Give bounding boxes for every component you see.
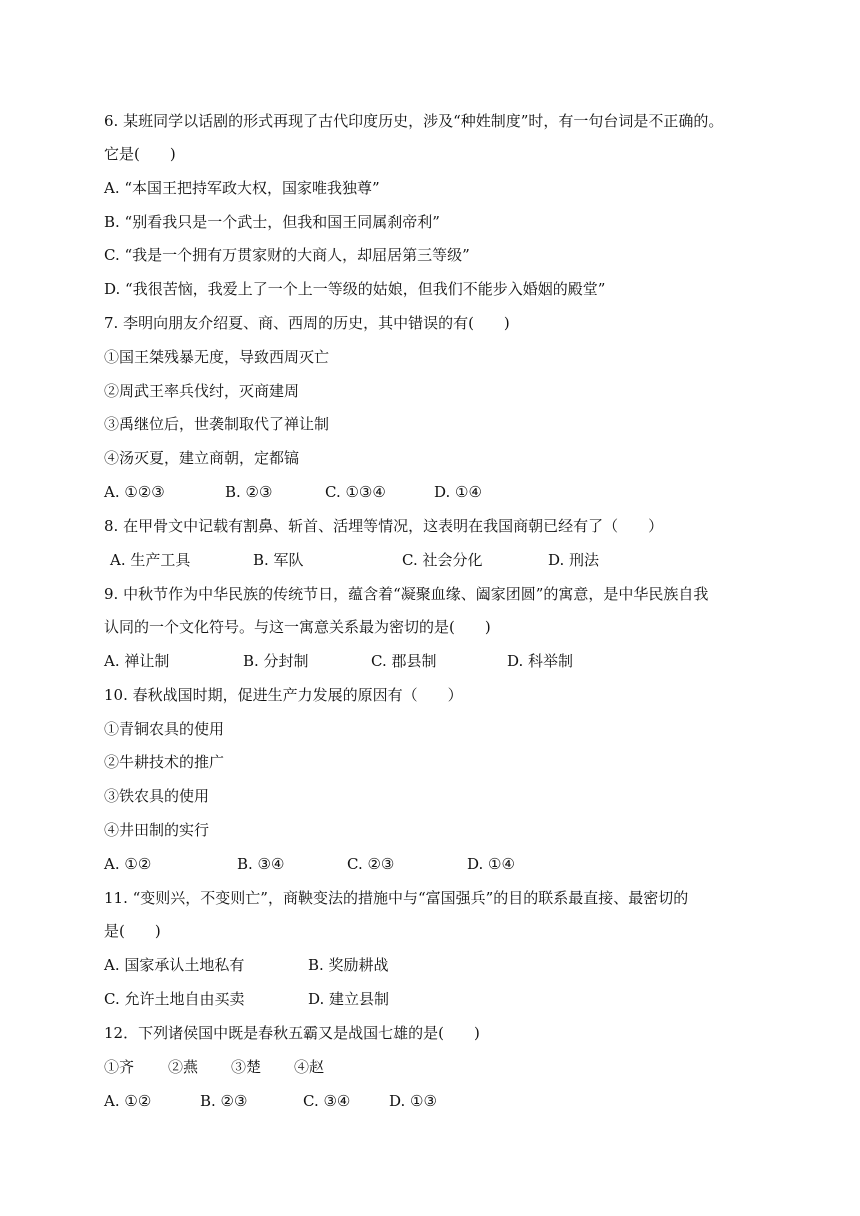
q6-option-d: D. “我很苦恼，我爱上了一个上一等级的姑娘，但我们不能步入婚姻的殿堂” [104, 280, 606, 298]
q8-option-a: A. 生产工具 [110, 551, 191, 569]
q12-stem: 12．下列诸侯国中既是春秋五霸又是战国七雄的是( ) [104, 1024, 480, 1042]
q12-item-1: ①齐 [104, 1058, 135, 1076]
q7-item-1: ①国王桀残暴无度，导致西周灭亡 [104, 348, 330, 366]
q12-option-a: A. ①② [104, 1092, 152, 1110]
q12-option-d: D. ①③ [389, 1092, 437, 1110]
q7-option-a: A. ①②③ [104, 483, 165, 501]
q8-stem: 8. 在甲骨文中记载有割鼻、斩首、活埋等情况，这表明在我国商朝已经有了（ ） [104, 517, 664, 535]
q10-item-4: ④井田制的实行 [104, 821, 210, 839]
q9-options-row [104, 651, 764, 671]
q6-option-a: A. “本国王把持军政大权，国家唯我独尊” [104, 179, 380, 197]
q11-option-a: A. 国家承认土地私有 [104, 956, 245, 974]
q7-option-b: B. ②③ [225, 483, 273, 501]
q12-item-3: ③楚 [231, 1058, 262, 1076]
q7-item-2: ②周武王率兵伐纣，灭商建周 [104, 382, 300, 400]
q8-option-c: C. 社会分化 [402, 551, 483, 569]
q9-stem-line2: 认同的一个文化符号。与这一寓意关系最为密切的是( ) [104, 618, 491, 636]
q6-stem-line2: 它是( ) [104, 145, 176, 163]
q12-option-c: C. ③④ [303, 1092, 351, 1110]
q12-item-2: ②燕 [168, 1058, 199, 1076]
q9-option-a: A. 禅让制 [104, 652, 170, 670]
q7-item-3: ③禹继位后，世袭制取代了禅让制 [104, 415, 330, 433]
q10-item-1: ①青铜农具的使用 [104, 720, 225, 738]
q7-options-row [104, 482, 764, 502]
q11-options-row1 [104, 955, 764, 975]
q12-option-b: B. ②③ [200, 1092, 248, 1110]
q10-option-b: B. ③④ [237, 855, 285, 873]
q7-stem: 7. 李明向朋友介绍夏、商、西周的历史，其中错误的有( ) [104, 314, 510, 332]
q6-stem-line1: 6. 某班同学以话剧的形式再现了古代印度历史，涉及“种姓制度”时，有一句台词是不正确的。 [104, 112, 724, 130]
q11-options-row2 [104, 989, 764, 1009]
q7-item-4: ④汤灭夏，建立商朝，定都镐 [104, 449, 300, 467]
q11-option-c: C. 允许土地自由买卖 [104, 990, 245, 1008]
q7-option-c: C. ①③④ [325, 483, 386, 501]
q6-option-b: B. “别看我只是一个武士，但我和国王同属刹帝利” [104, 213, 440, 231]
q8-option-b: B. 军队 [253, 551, 304, 569]
q8-option-d: D. 刑法 [548, 551, 600, 569]
q7-option-d: D. ①④ [434, 483, 482, 501]
q10-option-c: C. ②③ [347, 855, 395, 873]
q9-stem-line1: 9. 中秋节作为中华民族的传统节日，蕴含着“凝聚血缘、阖家团圆”的寓意，是中华民族自我 [104, 585, 709, 603]
q9-option-c: C. 郡县制 [371, 652, 437, 670]
q10-option-d: D. ①④ [467, 855, 515, 873]
q11-stem-line2: 是( ) [104, 922, 161, 940]
q10-options-row [104, 854, 764, 874]
q9-option-b: B. 分封制 [243, 652, 309, 670]
q8-options-row [110, 550, 764, 570]
q10-item-3: ③铁农具的使用 [104, 787, 210, 805]
q10-option-a: A. ①② [104, 855, 152, 873]
q10-item-2: ②牛耕技术的推广 [104, 753, 225, 771]
q6-option-c: C. “我是一个拥有万贯家财的大商人，却屈居第三等级” [104, 246, 470, 264]
q11-stem-line1: 11. “变则兴，不变则亡”，商鞅变法的措施中与“富国强兵”的目的联系最直接、最密切的 [104, 889, 689, 907]
q12-options-row [104, 1091, 764, 1111]
q11-option-d: D. 建立县制 [308, 990, 390, 1008]
q9-option-d: D. 科举制 [507, 652, 574, 670]
q11-option-b: B. 奖励耕战 [308, 956, 389, 974]
q12-item-4: ④赵 [294, 1058, 325, 1076]
q10-stem: 10. 春秋战国时期，促进生产力发展的原因有（ ） [104, 686, 463, 704]
q12-items-row [104, 1057, 764, 1077]
